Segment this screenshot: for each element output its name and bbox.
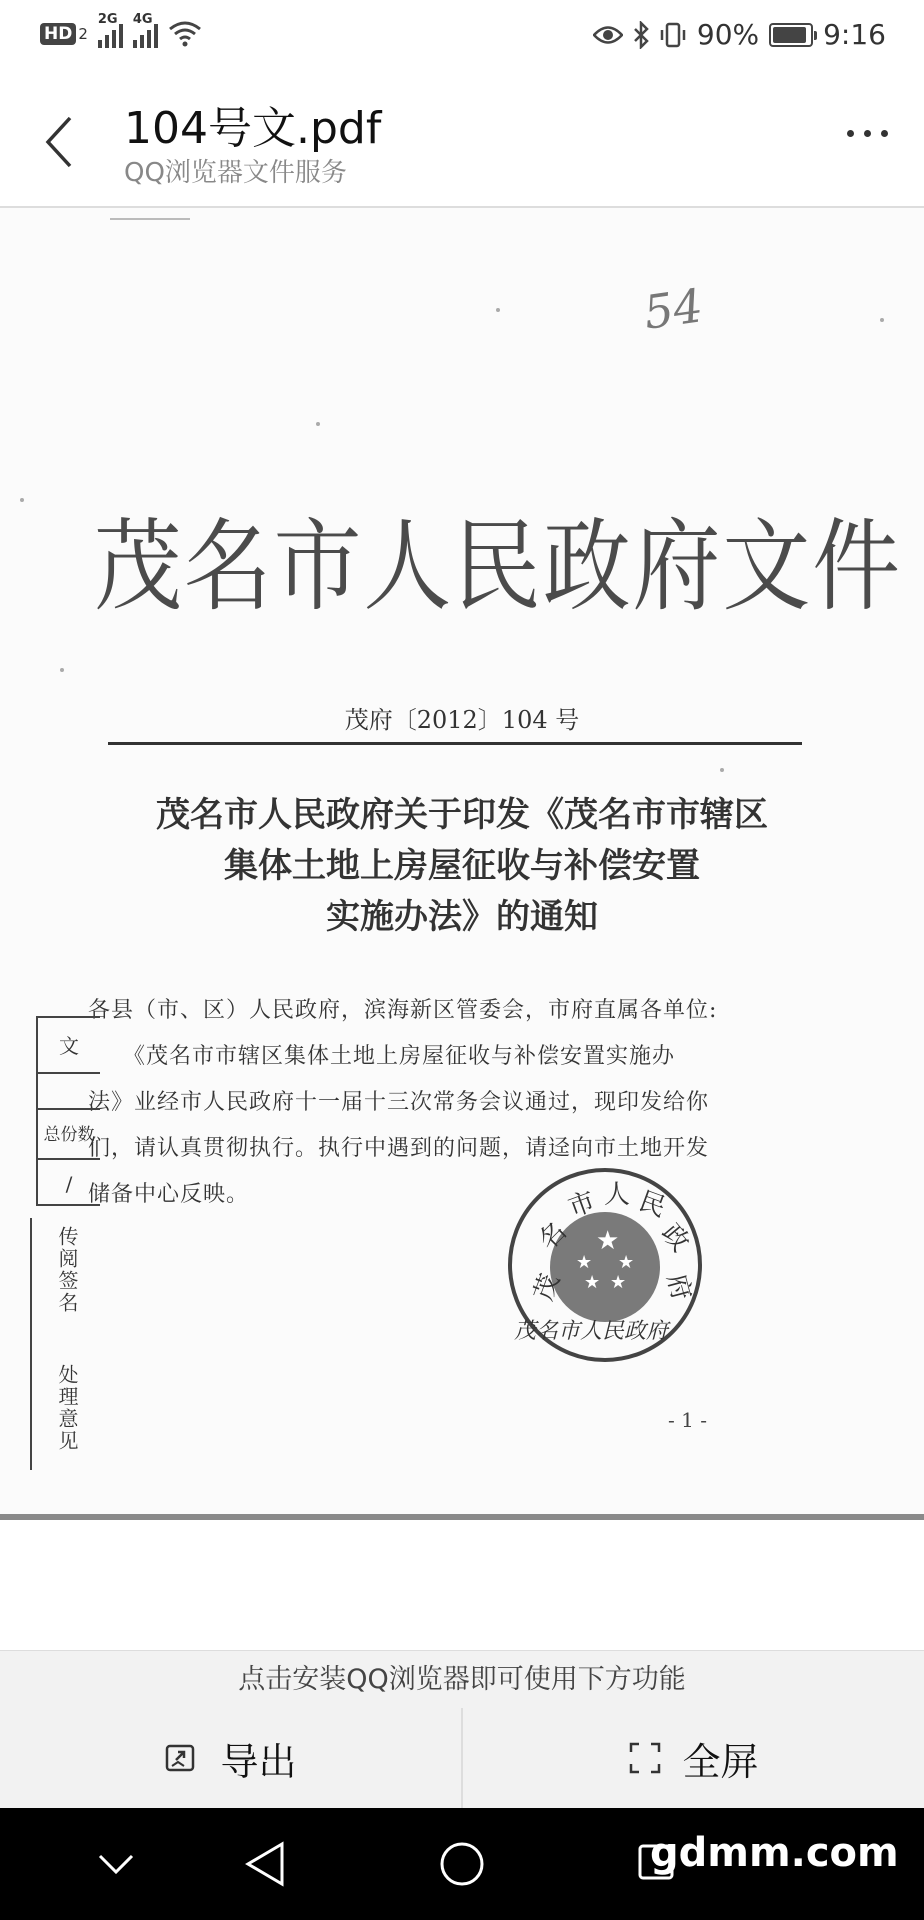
export-icon <box>164 1740 200 1776</box>
stamp-cell-total: 总份数 <box>38 1108 100 1158</box>
stamp-cell-wen: 文 <box>38 1016 100 1072</box>
battery-percent: 90% <box>696 18 760 51</box>
pdf-page[interactable] <box>0 208 924 1520</box>
site-watermark: gdmm.com <box>650 1830 899 1876</box>
app-header <box>0 72 924 208</box>
seal-char: 府 <box>660 1270 697 1304</box>
routing-sign-column <box>30 1218 90 1470</box>
page-number: - 1 - <box>668 1408 707 1432</box>
issuer-signature: 茂名市人民政府 <box>514 1319 669 1344</box>
back-arrow-icon[interactable] <box>38 114 82 170</box>
sim1-label: 2G <box>97 12 118 27</box>
stamp-cell-count: / <box>38 1158 100 1206</box>
body-line: 法》业经市人民政府十一届十三次常务会议通过，现印发给你 <box>88 1090 710 1115</box>
file-title: 104号文.pdf <box>124 103 382 154</box>
vibrate-icon <box>659 21 687 49</box>
fullscreen-label: 全屏 <box>682 1739 759 1784</box>
routing-stamp-table <box>36 1016 98 1206</box>
body-line: 《茂名市市辖区集体土地上房屋征收与补偿安置实施办 <box>88 1044 676 1069</box>
document-number: 茂府〔2012〕104 号 <box>344 706 580 734</box>
document-heading: 茂名市人民政府文件 <box>94 508 902 625</box>
seal-char: 茂 <box>528 1270 566 1305</box>
preview-gap <box>0 1520 924 1650</box>
body-line: 各县（市、区）人民政府，滨海新区管委会，市府直属各单位: <box>88 998 718 1023</box>
battery-icon <box>769 23 813 47</box>
signal-icon-sim2 <box>132 12 158 48</box>
national-emblem-icon: ★ ★ ★ ★ ★ <box>550 1212 660 1322</box>
seal-char: 政 <box>655 1218 695 1258</box>
nav-home-icon[interactable] <box>438 1840 486 1888</box>
seal-char: 人 <box>604 1180 631 1210</box>
status-bar <box>0 0 924 72</box>
export-label: 导出 <box>220 1739 297 1784</box>
seal-char: 市 <box>564 1186 600 1224</box>
hd-indicator: HD <box>40 23 76 45</box>
notice-title <box>0 790 924 943</box>
more-options-icon[interactable] <box>847 130 888 137</box>
bluetooth-icon <box>633 21 649 49</box>
fullscreen-icon <box>628 1741 662 1775</box>
signal-icon-sim1 <box>97 12 123 48</box>
hd-sub: 2 <box>78 25 88 43</box>
pass-sign-label: 传阅签名 <box>55 1226 79 1314</box>
notice-line: 实施办法》的通知 <box>326 897 598 937</box>
install-hint-bar[interactable]: 点击安装QQ浏览器即可使用下方功能 <box>0 1650 924 1708</box>
heading-divider <box>108 742 802 745</box>
file-source: QQ浏览器文件服务 <box>124 158 347 188</box>
wifi-icon <box>168 21 202 47</box>
handwritten-mark: 54 <box>640 278 707 340</box>
body-line: 们，请认真贯彻执行。执行中遇到的问题，请迳向市土地开发 <box>88 1136 710 1161</box>
sim2-label: 4G <box>132 12 153 27</box>
seal-char: 名 <box>532 1216 573 1257</box>
clock: 9:16 <box>823 18 886 51</box>
fullscreen-button[interactable] <box>461 1708 924 1808</box>
notice-line: 茂名市人民政府关于印发《茂名市市辖区 <box>156 795 768 835</box>
seal-char: 民 <box>634 1186 670 1224</box>
chevron-down-icon[interactable] <box>96 1852 136 1876</box>
opinion-label: 处理意见 <box>55 1364 79 1452</box>
eye-icon <box>593 24 623 46</box>
body-line: 储备中心反映。 <box>88 1182 250 1207</box>
action-bar <box>0 1708 924 1808</box>
notice-line: 集体土地上房屋征收与补偿安置 <box>224 846 700 886</box>
export-button[interactable] <box>0 1708 461 1808</box>
nav-back-icon[interactable] <box>242 1840 288 1888</box>
